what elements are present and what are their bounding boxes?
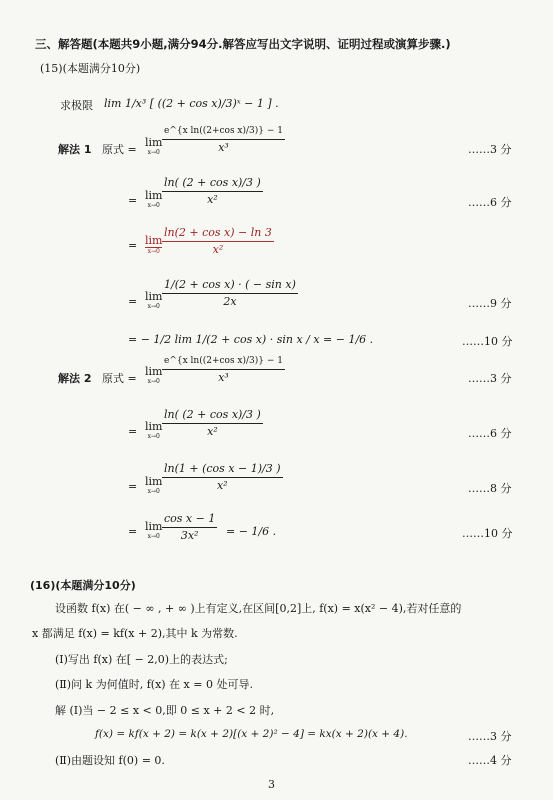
score: ……9 分 [468, 297, 512, 310]
frac-m1-l3: $\frac{\text{ln(2 + cos x) − ln 3}}{\text{x²}}$ [164, 226, 272, 256]
score: ……8 分 [468, 482, 512, 495]
lim-m1-l2: lim x→0 [145, 189, 163, 209]
method1-label: 解法 1 [58, 143, 92, 156]
frac-m2-l1: e^{x ln((2+cos x)/3)} − 1 x³ [164, 356, 284, 384]
q16-stem-2: x 都满足 f(x) = kf(x + 2),其中 k 为常数. [32, 627, 238, 640]
lim-m1-l4: lim x→0 [145, 290, 163, 310]
eq-m1-l2: = [128, 194, 138, 207]
q15-prompt-expr: lim 1/x³ [ ((2 + cos x)/3)ˣ − 1 ] . [104, 97, 279, 110]
yuanshi-2: 原式 = [102, 372, 137, 385]
q15-label: (15)(本题满分10分) [40, 62, 141, 75]
lim-m1-l3: lim x→0 [145, 234, 163, 255]
q16-stem-1: 设函数 f(x) 在( − ∞ , + ∞ )上有定义,在区间[0,2]上, f(x) = x(x² − 4),若对任意的 [55, 602, 462, 615]
score: ……3 分 [468, 372, 512, 385]
frac-m1-l1: e^{x ln((2+cos x)/3)} − 1 x³ [164, 126, 284, 154]
q16-solution-3: (Ⅱ)由题设知 f(0) = 0. [55, 754, 165, 767]
eq-m2-l4: = [128, 525, 138, 538]
q16-label: (16)(本题满分10分) [30, 579, 136, 592]
lim-m2-l3: lim x→0 [145, 475, 163, 495]
frac-m2-l4: $\frac{\text{cos x − 1}}{\text{3x²}}$ [164, 512, 216, 542]
score: ……10 分 [462, 527, 513, 540]
frac-m1-l4: $\frac{\text{1/(2 + cos x) · ( − sin x)}}{2x}$ [164, 278, 296, 308]
score: ……6 分 [468, 427, 512, 440]
frac-m2-l3: $\frac{\text{ln(1 + (cos x − 1)/3 )}}{\text{x²}}$ [164, 462, 281, 492]
m2-l4-tail: = − 1/6 . [226, 525, 277, 538]
method2-label: 解法 2 [58, 372, 92, 385]
eq-m2-l2: = [128, 425, 138, 438]
eq-m2-l3: = [128, 480, 138, 493]
q15-prompt: 求极限 [60, 99, 93, 112]
q16-part-1: (Ⅰ)写出 f(x) 在[ − 2,0)上的表达式; [55, 653, 228, 666]
eq-m1-l3: = [128, 239, 138, 252]
score: ……6 分 [468, 196, 512, 209]
lim-m1-l1: lim x→0 [145, 136, 163, 156]
lim-m2-l4: lim x→0 [145, 520, 163, 540]
lim-m2-l1: lim x→0 [145, 365, 163, 385]
yuanshi-1: 原式 = [102, 143, 137, 156]
page-number: 3 [268, 778, 275, 791]
score: ……10 分 [462, 335, 513, 348]
m1-l5: = − 1/2 lim 1/(2 + cos x) · sin x / x = − 1/6 . [128, 333, 374, 346]
q16-part-2: (Ⅱ)问 k 为何值时, f(x) 在 x = 0 处可导. [55, 678, 253, 691]
section-header: 三、解答题(本题共9小题,满分94分.解答应写出文字说明、证明过程或演算步骤.) [35, 37, 451, 51]
frac-m2-l2: $\frac{\text{ln( (2 + cos x)/3 )}}{\text{x²}}$ [164, 408, 261, 438]
frac-m1-l2: $\frac{\text{ln( (2 + cos x)/3 )}}{\text{x²}}$ [164, 176, 261, 206]
lim-m2-l2: lim x→0 [145, 420, 163, 440]
score: ……3 分 [468, 730, 512, 743]
eq-m1-l4: = [128, 295, 138, 308]
score: ……3 分 [468, 143, 512, 156]
score: ……4 分 [468, 754, 512, 767]
q16-solution-2: f(x) = kf(x + 2) = k(x + 2)[(x + 2)² − 4] = kx(x + 2)(x + 4). [95, 728, 408, 740]
q16-solution-1: 解 (Ⅰ)当 − 2 ≤ x < 0,即 0 ≤ x + 2 < 2 时, [55, 704, 275, 717]
